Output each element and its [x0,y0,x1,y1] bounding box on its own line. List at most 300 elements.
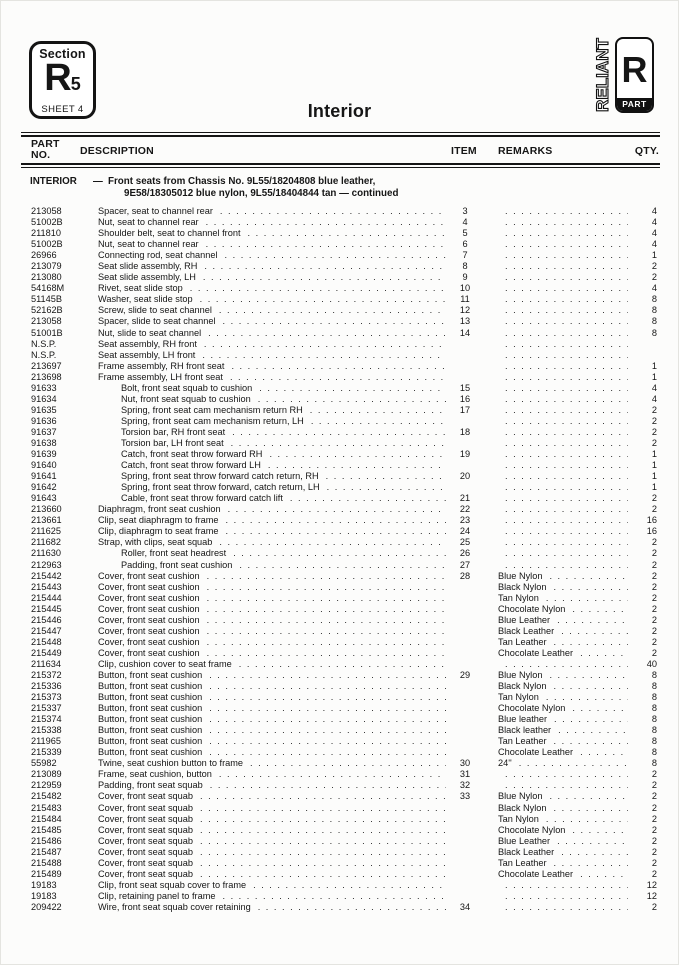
table-row [31,736,657,747]
remark-leader-dots [498,272,628,283]
remark-leader-dots [498,361,628,372]
remarks-cell [484,681,628,692]
description-text: Seat assembly, RH front [98,338,197,349]
description-cell [93,847,446,858]
part-number: 215485 [31,824,62,835]
remark-text: Blue Leather [498,614,551,625]
leader-dots [195,350,446,361]
page-title: Interior [307,101,372,121]
quantity: 4 [651,217,657,228]
description-cell [93,593,446,604]
reliant-logo [591,37,654,113]
quantity: 8 [651,703,657,714]
description-text: Cover, front seat cushion [98,592,200,603]
part-number: 215442 [31,570,62,581]
leader-dots [251,902,446,913]
item-number [446,814,484,825]
quantity: 4 [651,228,657,239]
item-number [446,880,484,891]
part-number: 215447 [31,625,62,636]
description-text: Clip, retaining panel to frame [98,890,216,901]
part-number: 55982 [31,758,57,769]
remark-leader-dots [498,471,628,482]
reliant-vertical-wordmark-icon [591,37,613,113]
remark-text: Tan Leather [498,736,547,747]
remarks-cell [484,659,628,670]
table-row [31,791,657,802]
part-number: 211630 [31,548,61,559]
part-number: 91636 [31,415,57,426]
quantity: 4 [651,382,657,393]
leader-dots [200,626,446,637]
part-number: 91641 [31,471,57,482]
description-text: Frame assembly, RH front seat [98,360,225,371]
description-cell [93,427,446,438]
item-number: 23 [459,515,471,526]
table-row [31,825,657,836]
part-number: 213080 [31,272,62,283]
remark-text: Blue Leather [498,835,551,846]
description-text: Button, front seat cushion [98,725,203,736]
table-row [31,571,657,582]
description-text: Clip, front seat squab cover to frame [98,879,247,890]
part-number: 54168M [31,283,65,294]
leader-dots [251,394,446,405]
remarks-cell [484,825,628,836]
description-text: Button, front seat cushion [98,669,203,680]
remarks-cell [484,328,628,339]
table-row [31,703,657,714]
item-number [446,482,484,493]
quantity: 2 [651,857,657,868]
part-number: 213079 [31,261,62,272]
remark-leader-dots [565,825,628,836]
remark-leader-dots [539,814,628,825]
leader-dots [199,239,446,250]
group-heading-label: INTERIOR [30,176,77,187]
item-number: 27 [459,559,471,570]
quantity: 1 [651,449,657,460]
remarks-cell [484,482,628,493]
description-text: Button, front seat cushion [98,703,203,714]
table-row [31,350,657,361]
remarks-cell [484,847,628,858]
remark-text: Tan Nylon [498,592,539,603]
table-row [31,637,657,648]
item-number [446,604,484,615]
parts-rows [31,206,657,913]
item-number [446,659,484,670]
remarks-cell [484,239,628,250]
remark-text: Black leather [498,725,552,736]
remark-leader-dots [539,593,628,604]
remarks-cell [484,582,628,593]
part-number: 215445 [31,603,62,614]
remark-text: 24'' [498,758,512,769]
remark-leader-dots [498,769,628,780]
quantity: 8 [651,725,657,736]
description-text: Spacer, seat to channel rear [98,206,213,216]
table-row [31,305,657,316]
remark-text: Black Leather [498,846,555,857]
description-cell [93,703,446,714]
description-cell [93,217,446,228]
description-text: Diaphragm, front seat cushion [98,504,221,515]
quantity: 16 [646,515,657,526]
description-cell [93,670,446,681]
group-heading [30,176,398,200]
leader-dots [201,328,446,339]
item-number: 4 [462,217,468,228]
item-number [446,681,484,692]
table-row [31,482,657,493]
description-cell [93,560,446,571]
leader-dots [200,582,446,593]
remarks-cell [484,339,628,350]
remarks-cell [484,272,628,283]
table-row [31,902,657,913]
description-text: Torsion bar, RH front seat [121,426,226,437]
quantity: 2 [651,835,657,846]
remarks-cell [484,228,628,239]
item-number [446,460,484,471]
description-text: Frame, seat cushion, button [98,769,212,780]
quantity: 1 [651,371,657,382]
remark-leader-dots [498,339,628,350]
table-row [31,747,657,758]
description-text: Spacer, slide to seat channel [98,316,216,327]
item-number [446,593,484,604]
remarks-cell [484,791,628,802]
part-number: 211634 [31,658,61,669]
leader-dots [224,361,446,372]
description-cell [93,493,446,504]
description-text: Cover, front seat cushion [98,625,200,636]
quantity: 1 [651,250,657,261]
remarks-cell [484,427,628,438]
quantity: 1 [651,471,657,482]
remark-leader-dots [498,780,628,791]
remark-leader-dots [498,372,628,383]
description-text: Seat slide assembly, RH [98,261,198,272]
quantity: 8 [651,758,657,769]
remark-text: Black Nylon [498,802,547,813]
description-text: Cover, front seat squab [98,846,193,857]
item-number [446,736,484,747]
item-number: 29 [459,669,471,680]
part-number: 215443 [31,581,62,592]
remark-leader-dots [498,350,628,361]
remarks-cell [484,747,628,758]
remark-text: Chocolate Leather [498,868,574,879]
quantity: 8 [651,747,657,758]
description-text: Button, front seat cushion [98,692,203,703]
quantity: 8 [651,316,657,327]
remark-leader-dots [547,637,628,648]
description-cell [93,350,446,361]
quantity: 2 [651,625,657,636]
quantity: 2 [651,791,657,802]
item-number [446,582,484,593]
remark-leader-dots [498,891,628,902]
leader-dots [243,758,446,769]
remarks-cell [484,604,628,615]
quantity: 4 [651,393,657,404]
remark-leader-dots [498,504,628,515]
remark-leader-dots [498,405,628,416]
remarks-cell [484,416,628,427]
item-number [446,339,484,350]
description-text: Cover, front seat squab [98,813,193,824]
table-row [31,361,657,372]
table-row [31,725,657,736]
description-cell [93,681,446,692]
part-number: 215374 [31,714,62,725]
remark-leader-dots [542,670,628,681]
column-header-qty: QTY. [634,145,659,157]
remarks-cell [484,350,628,361]
part-number: 213089 [31,769,62,780]
remarks-cell [484,670,628,681]
remarks-cell [484,305,628,316]
table-row [31,272,657,283]
remark-leader-dots [498,239,628,250]
description-text: Clip, diaphragm to seat frame [98,526,219,537]
table-row [31,427,657,438]
description-cell [93,747,446,758]
description-cell [93,372,446,383]
description-text: Cover, front seat cushion [98,570,200,581]
description-cell [93,626,446,637]
remark-text: Chocolate Leather [498,647,574,658]
part-number: 91635 [31,404,57,415]
item-number: 21 [459,493,471,504]
table-row [31,283,657,294]
part-number: 19183 [31,879,57,890]
remark-leader-dots [498,659,628,670]
sheet-label: SHEET 4 [41,104,84,115]
remarks-cell [484,206,628,217]
remark-leader-dots [498,383,628,394]
mark-word: PART [617,98,652,111]
description-cell [93,648,446,659]
description-text: Catch, front seat throw forward RH [121,449,263,460]
table-row [31,228,657,239]
remark-leader-dots [551,725,628,736]
description-text: Nut, front seat squab to cushion [121,393,251,404]
remark-leader-dots [554,626,628,637]
description-text: Seat assembly, LH front [98,349,196,360]
leader-dots [320,482,446,493]
leader-dots [193,814,446,825]
remark-leader-dots [542,571,628,582]
remark-text: Chocolate Nylon [498,824,566,835]
part-number: 91637 [31,426,57,437]
leader-dots [304,416,446,427]
description-cell [93,283,446,294]
quantity: 40 [646,658,657,669]
group-heading-dash: — [93,176,103,187]
header-top-rule [21,132,660,137]
leader-dots [200,637,446,648]
quantity: 2 [651,426,657,437]
item-number: 32 [459,780,471,791]
part-number: 211810 [31,228,61,239]
item-number: 14 [459,327,471,338]
part-header-line1: PART [31,138,60,150]
quantity: 8 [651,669,657,680]
quantity: 2 [651,559,657,570]
part-number: 91639 [31,449,57,460]
part-number: 51001B [31,327,63,338]
remarks-cell [484,758,628,769]
item-number [446,703,484,714]
part-number: 215483 [31,802,62,813]
table-row [31,659,657,670]
description-cell [93,758,446,769]
description-cell [93,405,446,416]
description-text: Padding, front seat squab [98,780,203,791]
remark-text: Blue Nylon [498,669,543,680]
leader-dots [200,604,446,615]
table-row [31,460,657,471]
item-number [446,747,484,758]
table-row [31,339,657,350]
remarks-cell [484,880,628,891]
item-number [446,626,484,637]
description-text: Rivet, seat slide stop [98,283,183,294]
remark-leader-dots [550,836,628,847]
part-number: 51002B [31,217,63,228]
quantity: 2 [651,272,657,283]
description-cell [93,261,446,272]
remarks-cell [484,438,628,449]
description-cell [93,803,446,814]
part-number: 213698 [31,371,62,382]
remark-text: Tan Nylon [498,692,539,703]
description-text: Cover, front seat squab [98,868,193,879]
quantity: 8 [651,692,657,703]
remarks-cell [484,250,628,261]
leader-dots [218,250,446,261]
remarks-cell [484,626,628,637]
table-row [31,648,657,659]
table-row [31,206,657,217]
quantity [628,350,657,361]
description-cell [93,228,446,239]
quantity: 2 [651,570,657,581]
description-cell [93,902,446,913]
table-row [31,471,657,482]
leader-dots [193,869,446,880]
quantity: 12 [646,890,657,901]
remarks-cell [484,283,628,294]
leader-dots [262,449,446,460]
remark-text: Tan Leather [498,636,547,647]
leader-dots [319,471,446,482]
part-number: N.S.P. [31,338,57,349]
description-cell [93,814,446,825]
part-number: 212963 [31,559,62,570]
remarks-cell [484,294,628,305]
description-text: Button, front seat cushion [98,681,203,692]
description-text: Clip, seat diaphragm to frame [98,515,219,526]
remarks-cell [484,383,628,394]
description-cell [93,438,446,449]
table-row [31,316,657,327]
part-number: 91634 [31,393,57,404]
description-text: Roller, front seat headrest [121,548,227,559]
item-number: 5 [462,228,468,239]
leader-dots [225,427,446,438]
description-text: Nut, slide to seat channel [98,327,202,338]
description-text: Cover, front seat cushion [98,581,200,592]
remarks-cell [484,217,628,228]
remark-leader-dots [565,703,628,714]
remark-leader-dots [498,438,628,449]
description-text: Wire, front seat squab cover retaining [98,901,251,912]
description-text: Button, front seat cushion [98,736,203,747]
remarks-cell [484,515,628,526]
table-row [31,526,657,537]
description-cell [93,604,446,615]
remarks-cell [484,648,628,659]
group-heading-line2: 9E58/18305012 blue nylon, 9L55/18404844 tan — continued [124,188,399,199]
quantity: 2 [651,769,657,780]
part-number: 209422 [31,901,62,912]
leader-dots [246,880,446,891]
leader-dots [202,703,446,714]
item-number: 11 [460,294,470,305]
column-header-remarks: REMARKS [498,145,553,157]
quantity: 2 [651,548,657,559]
description-cell [93,725,446,736]
remarks-cell [484,714,628,725]
section-letter: R [44,57,71,99]
part-number: 215482 [31,791,62,802]
remarks-cell [484,493,628,504]
part-number: 213661 [31,515,62,526]
remark-leader-dots [573,648,628,659]
leader-dots [202,670,446,681]
part-number: 213058 [31,316,62,327]
description-cell [93,825,446,836]
remarks-cell [484,692,628,703]
quantity: 2 [651,437,657,448]
quantity: 1 [651,360,657,371]
item-number: 25 [459,537,471,548]
description-text: Cover, front seat squab [98,824,193,835]
mark-letter: R [621,48,648,90]
item-number [446,416,484,427]
remarks-cell [484,537,628,548]
remark-leader-dots [498,482,628,493]
leader-dots [219,526,446,537]
remark-leader-dots [498,427,628,438]
table-row [31,880,657,891]
part-number: 211625 [31,526,61,537]
remark-leader-dots [498,261,628,272]
description-cell [93,526,446,537]
remark-leader-dots [547,714,628,725]
quantity: 2 [651,614,657,625]
leader-dots [200,648,446,659]
remark-leader-dots [498,328,628,339]
table-row [31,504,657,515]
table-row [31,681,657,692]
remark-leader-dots [498,206,628,217]
table-row [31,847,657,858]
